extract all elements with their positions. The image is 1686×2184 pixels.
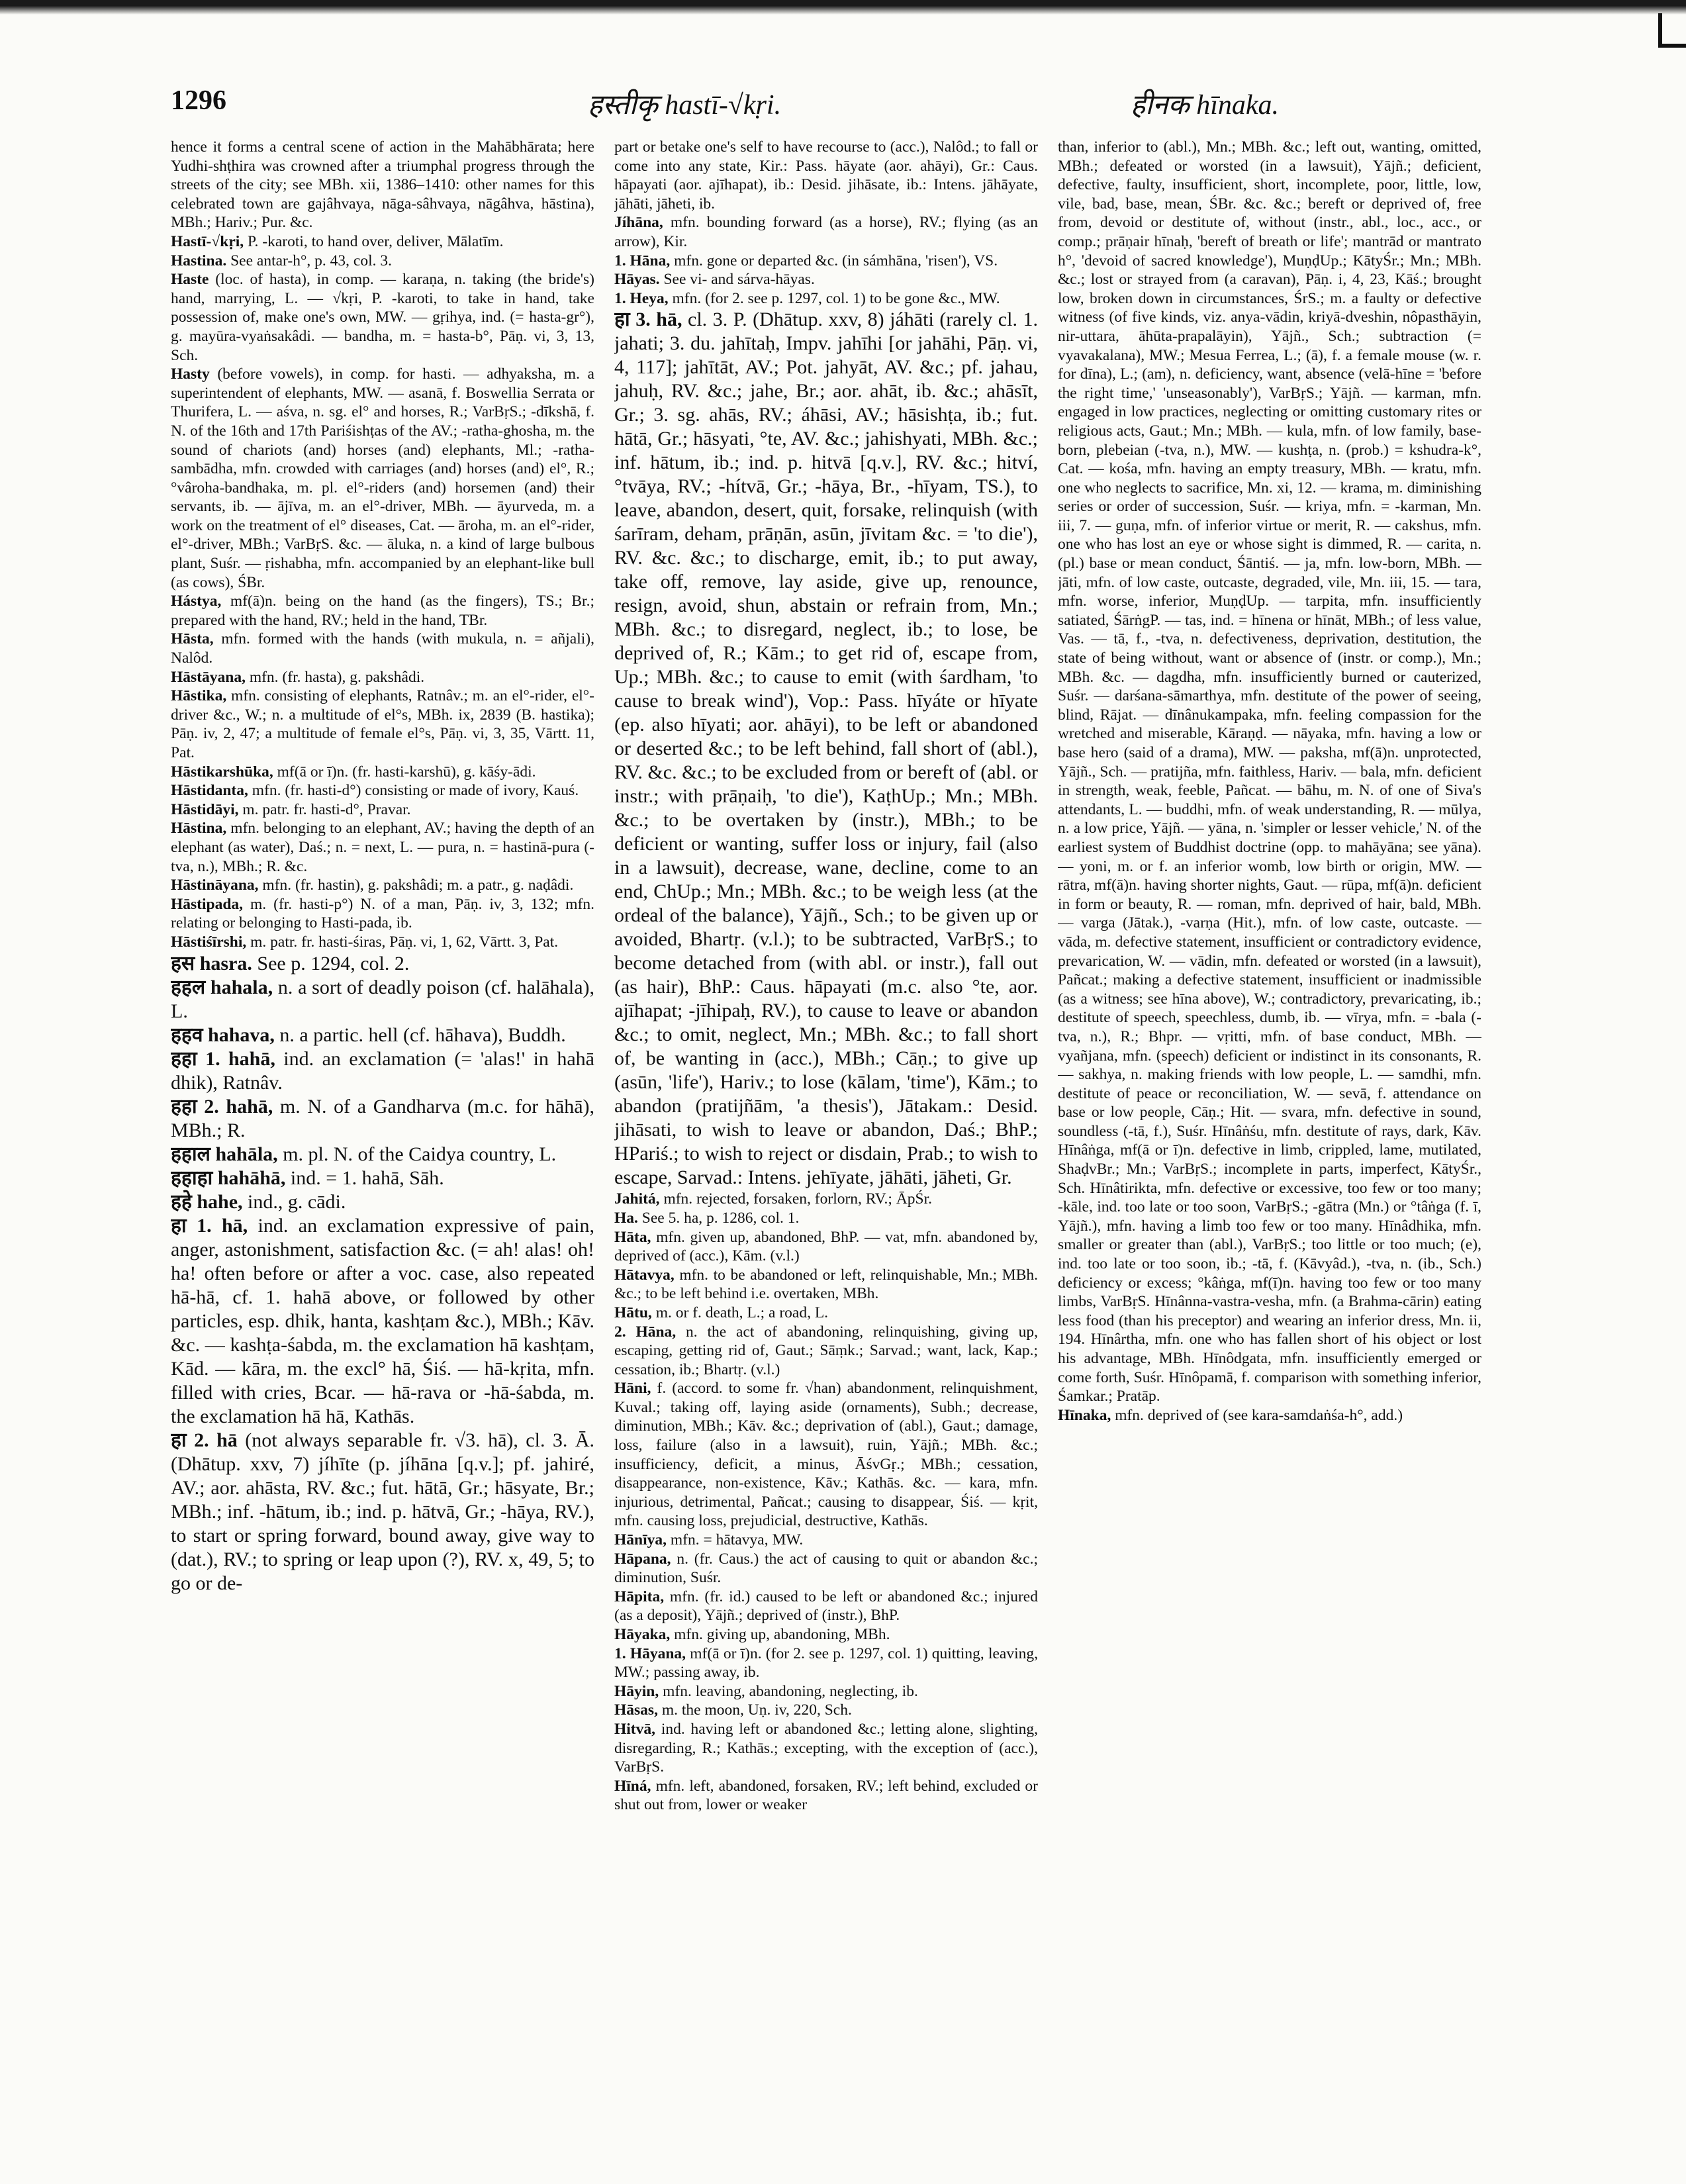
entry-headword: Hāsta, — [171, 630, 214, 648]
entry-text: ind., g. cādi. — [242, 1190, 346, 1213]
entry-headword: Hāpana, — [614, 1550, 671, 1568]
entry-text: cl. 3. P. (Dhātup. xxv, 8) jáhāti (rarely cl. 1. jahati; 3. du. jahītaḥ, Impv. jahīhi [or jahāhi, Pāṇ. vi, 4, 117]; jahītāt, AV.; Pot. jahyāt, AV. &c.; pf. jahau, jahuḥ, RV. &c.; jahe, Br.; aor. ahāt, ib. &c.; ahāsīt, Gr.; 3. sg. ahās, RV.; áhāsi, AV.; hāsishṭa, ib.; fut. hātā, Gr.; hāsyati, °te, AV. &c.; jahishyati, MBh. &c.; inf. hātum, ib.; ind. p. hitvā [q.v.], RV. &c.; hitví, °tvāya, RV.; -hítvā, Gr.; -hāya, Br., -hīyam, TS.), to leave, abandon, desert, quit, forsake, relinquish (with śarīram, deham, prāṇān, asūn, jīvitam &c. = 'to die'), RV. &c. &c.; to discharge, emit, ib.; to put away, take off, remove, lay aside, give up, renounce, resign, avoid, shun, abstain or refrain from, Mn.; MBh. &c.; to disregard, neglect, ib.; to lose, be deprived of, R.; Kām.; to get rid of, escape from, Up.; MBh. &c.; to cause to emit (with śardham, 'to cause to break wind'), Vop.: Pass. hīyáte or hīyate (ep. also hīyati; aor. ahāyi), to be left or abandoned or deserted &c.; to be left behind, fall short of (abl.), RV. &c. &c.; to be excluded from or bereft of (abl. or instr.; with prāṇaiḥ, 'to die'), KaṭhUp.; Mn.; MBh. &c.; to be overtaken by (instr.), MBh.; to be deficient or wanting, suffer loss or injury, fail (also in a lawsuit), decrease, wane, decline, come to an end, ChUp.; Mn.; MBh. &c.; to be weigh less (at the ordeal of the balance), Yājñ., Sch.; to be given up or avoided, Bhartṛ. (v.l.); to be subtracted, VarBṛS.; to become detached from (with abl. or instr.), fall out (as hair), BhP.: Caus. hāpayati (m.c. also °te, aor. ajīhapat; -jīhipaḥ, RV.), to cause to leave or abandon &c.; to omit, neglect, Mn.; MBh. &c.; to fall short of, be wanting in (acc.), MBh.; Cāṇ.; to give up (asūn, 'life'), Hariv.; to lose (kālam, 'time'), Kām.; to abandon (pratijñām, 'a thesis'), Jātakam.: Desid. jihāsati, to wish to leave or abandon, Daś.; BhP.; HPariś.; to wish to reject or disdain, Prab.; to wish to escape, Sarvad.: Intens. jehīyate, jāhāti, jāheti, Gr. — [614, 309, 1038, 1189]
dictionary-entry — [171, 763, 594, 782]
dictionary-entry — [614, 1209, 1038, 1228]
entry-text: mfn. (for 2. see p. 1297, col. 1) to be gone &c., MW. — [668, 289, 1000, 307]
entry-headword: Hāstikarshūka, — [171, 763, 273, 781]
dictionary-entry — [614, 138, 1038, 213]
dictionary-entry — [614, 1720, 1038, 1777]
entry-text: mfn. given up, abandoned, BhP. — vat, mfn. abandoned by, deprived of (acc.), Kām. (v.l.) — [614, 1228, 1038, 1265]
entry-headword: Hāstāyana, — [171, 668, 246, 686]
entry-headword: हहाल hahāla, — [171, 1143, 278, 1165]
entry-headword: Hitvā, — [614, 1720, 656, 1738]
dictionary-entry — [614, 1266, 1038, 1304]
entry-headword: Hīnaka, — [1058, 1406, 1111, 1424]
entry-text: part or betake one's self to have recourse to (acc.), Nalôd.; to fall or come into any state, Kir.: Pass. hāyate (aor. ahāyi), Gr.: Caus. hāpayati (aor. ajīhapat), ib.: Desid. jihāsate, ib.: Intens. jāhāyate, jāhāti, jāheti, ib. — [614, 138, 1038, 213]
entry-text: n. the act of abandoning, relinquishing, giving up, escaping, getting rid of, Gaut.; Sāṃk.; Sarvad.; want, lack, Kap.; cessation, ib.; Bhartṛ. (v.l.) — [614, 1323, 1038, 1378]
entry-headword: Hāta, — [614, 1228, 651, 1246]
entry-headword: Hāstika, — [171, 687, 227, 705]
entry-headword: Hastina. — [171, 252, 227, 269]
entry-headword: Hāyas. — [614, 271, 660, 289]
entry-text: mfn. giving up, abandoning, MBh. — [670, 1626, 890, 1643]
dictionary-entry — [614, 213, 1038, 251]
dictionary-entry — [614, 1682, 1038, 1701]
entry-headword: हहा 1. hahā, — [171, 1047, 275, 1070]
entry-text: (not always separable fr. √3. hā), cl. 3. Ā. (Dhātup. xxv, 7) jíhīte (p. jíhāna [q.v.]; pf. jahiré, AV.; aor. ahāsta, RV. &c.; fut. hātā, Gr.; hāsyate, Br.; MBh.; inf. -hātum, ib.; ind. p. hātvā, Gr.; -hāya, RV.), to start or spring forward, bound away, give way to (dat.), RV.; to spring or leap upon (?), RV. x, 49, 5; to go or de- — [171, 1429, 594, 1594]
entry-headword: Hāsas, — [614, 1701, 658, 1719]
entry-headword: Hāstiśīrshi, — [171, 933, 247, 951]
entry-text: n. a sort of deadly poison (cf. halāhala), L. — [171, 976, 594, 1022]
dictionary-entry — [171, 630, 594, 667]
entry-headword: हा 2. hā — [171, 1429, 238, 1451]
entry-headword: हहल hahala, — [171, 976, 273, 998]
entry-headword: 2. Hāna, — [614, 1323, 677, 1341]
dictionary-entry — [171, 687, 594, 762]
entry-text: hence it forms a central scene of action in the Mahābhārata; here Yudhi-shṭhira was crowned after a triumphal progress through the streets of the city; see MBh. xii, 1386–1410: other names for this celebrated town are gajâhvaya, nāga-sâhvaya, nāgâhva, hāstina), MBh.; Hariv.; Pur. &c. — [171, 138, 594, 232]
dictionary-entry — [614, 1550, 1038, 1588]
dictionary-entry — [171, 1214, 594, 1429]
entry-text: mf(ā or ī)n. (for 2. see p. 1297, col. 1) quitting, leaving, MW.; passing away, ib. — [614, 1644, 1038, 1682]
entry-text: mfn. formed with the hands (with mukula, n. = añjali), Nalôd. — [171, 630, 594, 667]
right-running-head: हीनक hīnaka. — [1131, 90, 1280, 120]
dictionary-entry — [614, 289, 1038, 309]
entry-headword: हा 3. hā, — [614, 309, 682, 331]
entry-headword: Hāstipada, — [171, 895, 244, 913]
entry-headword: Hasty — [171, 365, 210, 383]
entry-headword: हहे hahe, — [171, 1190, 243, 1213]
entry-text: mfn. leaving, abandoning, neglecting, ib. — [659, 1682, 918, 1700]
entry-text: f. (accord. to some fr. √han) abandonment, relinquishment, Kuval.; taking off, laying aside (ornaments), Subh.; decrease, diminution, MBh.; Kāv. &c.; deprivation of (abl.), Gaut.; damage, loss, failure (also in a lawsuit), ruin, Yājñ.; MBh. &c.; insufficiency, deficit, a minus, ĀśvGṛ.; MBh.; cessation, disappearance, non-existence, Kāv.; Kathās. &c. — kara, mfn. injurious, detrimental, Pañcat.; causing to disappear, Śiś. — kṛit, mfn. causing loss, prejudicial, destructive, Kathās. — [614, 1380, 1038, 1530]
entry-text: m. or f. death, L.; a road, L. — [651, 1304, 829, 1321]
entry-headword: Hāstidanta, — [171, 782, 248, 800]
entry-text: P. -karoti, to hand over, deliver, Mālatīm. — [244, 232, 504, 250]
entry-text: n. (fr. Caus.) the act of causing to quit or abandon &c.; diminution, Suśr. — [614, 1550, 1038, 1587]
column-3 — [1058, 138, 1481, 2163]
dictionary-entry — [171, 1429, 594, 1595]
entry-text: mf(ā)n. being on the hand (as the fingers), TS.; Br.; prepared with the hand, RV.; held in the hand, TBr. — [171, 593, 594, 629]
dictionary-entry — [171, 781, 594, 800]
dictionary-entry — [171, 668, 594, 687]
column-1 — [171, 138, 594, 2163]
dictionary-entry — [1058, 138, 1481, 1406]
entry-text: mfn. rejected, forsaken, forlorn, RV.; ĀpŚr. — [659, 1190, 933, 1208]
entry-text: mfn. to be abandoned or left, relinquishable, Mn.; MBh. &c.; to be left behind i.e. overtaken, MBh. — [614, 1266, 1038, 1303]
dictionary-entry — [614, 1588, 1038, 1625]
dictionary-entry — [1058, 1406, 1481, 1425]
dictionary-entry — [171, 800, 594, 820]
entry-headword: Hāni, — [614, 1380, 651, 1398]
dictionary-entry — [171, 592, 594, 630]
entry-headword: हहाहा hahāhā, — [171, 1166, 286, 1189]
entry-text: than, inferior to (abl.), Mn.; MBh. &c.; left out, wanting, omitted, MBh.; defeated or worsted (in a lawsuit), Yājñ.; deficient, defective, faulty, insufficient, short, incomplete, poor, little, low, vile, bad, base, mean, ŚBr. &c. &c.; bereft or deprived of, free from, devoid or destitute of, without (instr., abl., loc., acc., or comp.; prāṇair hīnaḥ, 'bereft of breath or life'; mantrād or mantrato h°, 'devoid of sacred knowledge'), MuṇḍUp.; KātyŚr.; Mn.; MBh. &c.; lost or strayed from (a caravan), Pāṇ. i, 4, 23, Kāś.; brought low, broken down in circumstances, ŚrS.; m. a faulty or defective witness (of five kinds, viz. anya-vādin, kriyā-dveshin, nôpasthāyin, nir-uttara, āhūta-prapalāyin), Yājñ., Sch.; subtraction (= vyavakalana), MW.; Mesua Ferrea, L.; (ā), f. a female mouse (w. r. for dīna), L.; (am), n. deficiency, want, absence (velā-hīne = 'before the right time,' 'unseasonably'), VarBṛS.; Yājñ. — karman, mfn. engaged in low practices, neglecting or omitting customary rites or religious acts, Gaut.; Mn.; MBh. — kula, mfn. of low family, base-born, plebeian (-tva, n.), MW. — kushṭa, n. (prob.) = kshudra-k°, Cat. — kośa, mfn. having an empty treasury, MBh. — kratu, mfn. one who neglects to sacrifice, Mn. xi, 12. — krama, m. diminishing series or order of succession, Suśr. — kriya, mfn. = -karman, Mn. iii, 7. — guṇa, mfn. of inferior virtue or merit, R. — cakshus, mfn. one who has lost an eye or whose sight is dimmed, R. — carita, n. (pl.) base or mean conduct, Śāntiś. — ja, mfn. low-born, MBh. — jāti, mfn. of low caste, outcaste, degraded, vile, Mn. iii, 15. — tara, mfn. worse, inferior, MuṇḍUp. — tarpita, mfn. insufficiently satiated, ŚārṅgP. — tas, ind. = hīnena or hīnāt, MBh.; of less value, Vas. — tā, f., -tva, n. defectiveness, deprivation, destitution, the state of being without, want or absence of (instr. or comp.), Mn.; MBh. &c. — dagdha, mfn. insufficiently burned or cauterized, Suśr. — darśana-sāmarthya, mfn. destitute of the power of seeing, blind, Rājat. — dīnânukampaka, mfn. feeling compassion for the wretched and miserable, Kāraṇḍ. — nāyaka, mfn. having a low or base hero (said of a drama), MW. — paksha, mf(ā)n. unprotected, Yājñ., Sch. — pratijña, mfn. faithless, Hariv. — bala, mfn. deficient in strength, weak, feeble, Pañcat. — bāhu, m. N. of one of Siva's attendants, L. — buddhi, mfn. of weak understanding, R. — mūlya, n. a low price, Yājñ. — yāna, n. 'simpler or lesser vehicle,' N. of the earliest system of Buddhist doctrine (opp. to mahāyāna; see yāna). — yoni, m. or f. an inferior womb, low birth or origin, MW. — rātra, mf(ā)n. having shorter nights, Gaut. — rūpa, mf(ā)n. deficient in form or beauty, R. — roman, mfn. deprived of hair, bald, MBh. — varga (Jātak.), -varṇa (Hit.), mfn. of low caste, outcaste. — vāda, m. defective statement, insufficient or contradictory evidence, prevarication, W. — vādin, mfn. defeated or worsted (in a lawsuit), Pañcat.; making a defective statement, insufficient or inadmissible (as a witness; see hīna above), W.; contradictory, prevaricating, ib.; destitute of speech, speechless, dumb, ib. — vīrya, mfn. = -bala (-tva, n.), R.; Bhpr. — vṛitti, mfn. of base conduct, MBh. — vyañjana, mfn. (speech) deficient or indistinct in its consonants, R. — sakhya, n. making friends with low people, L. — samdhi, mfn. destitute of peace or reconciliation, W. — sevā, f. attendance on base or low people, Cāṇ.; Hit. — svara, mfn. defective in sound, soundless (-tā, f.), Suśr. Hīnâṅśu, mfn. destitute of rays, dark, Kāv. Hīnâṅga, mf(ā or ī)n. defective in limb, crippled, lame, mutilated, ShaḍvBr.; Mn.; VarBṛS.; incomplete in parts, imperfect, KātyŚr., Sch. Hīnâtirikta, mfn. defective or excessive, too few or too many; -kāle, ind. too late or too soon, VarBṛS.; -gātra (Mn.) or °tâṅga (f. ī, Yājñ.), mfn. having a limb too few or too many. Hīnâdhika, mfn. smaller or greater than (abl.), VarBṛS.; too little or too much; (e), ind. too late or too soon, ib.; -tā, f. (Kāvyâd.), -tva, n. (ib., Sch.) deficiency or excess; °kâṅga, mf(ī)n. having too few or too many limbs, VarBṛS. Hīnânna-vastra-vesha, mfn. (a Brahma-cārin) eating less food (than his preceptor) and wearing an inferior dress, Mn. ii, 194. Hīnârtha, mfn. one who has fallen short of his object or lost his advantage, MBh. Hīnôdgata, mfn. insufficiently emerged or come forth, Suśr. Hīnôpamā, f. comparison with something inferior, Śamkar.; Pratāp. — [1058, 138, 1481, 1405]
entry-text: ind. an exclamation expressive of pain, anger, astonishment, satisfaction &c. (= ah! alas! oh! ha! often before or after a voc. case, also repeated hā-hā, cf. 1. hahā above, or followed by other particles, esp. dhik, hanta, kashṭam &c.), MBh.; Kāv. &c. — kashṭa-śabda, m. the exclamation hā kashṭam, Kād. — kāra, m. the excl° hā, Śiś. — hā-kṛita, mfn. filled with cries, Bcar. — hā-rava or -hā-śabda, m. the exclamation hā hā, Kathās. — [171, 1214, 594, 1427]
dictionary-entry — [171, 138, 594, 232]
entry-text: mfn. bounding forward (as a horse), RV.; flying (as an arrow), Kir. — [614, 214, 1038, 250]
dictionary-entry — [614, 270, 1038, 289]
dictionary-entry — [614, 1379, 1038, 1531]
entry-text: mf(ā or ī)n. (fr. hasti-karshū), g. kāśy-ādi. — [273, 763, 536, 781]
entry-headword: Hāyaka, — [614, 1626, 671, 1643]
entry-headword: Ha. — [614, 1209, 638, 1227]
entry-text: (before vowels), in comp. for hasti. — adhyaksha, m. a superintendent of elephants, MW. — asanā, f. Boswellia Serrata or Thurifera, L. — aśva, n. sg. el° and horses, R.; VarBṛS.; -dīkshā, f. N. of the 16th and 17th Pariśishṭas of the AV.; -ratha-ghosha, m. the sound of chariots (and) horses (and) elephants, Ml.; -ratha-sambādha, mfn. crowded with carriages (and) horses (and) el°, R.; °vâroha-bandhaka, m. pl. el°-riders (and) horsemen (and) their servants, ib. — ājīva, m. an el°-driver, MBh. — āyurveda, m. a work on the treatment of el° diseases, Cat. — āroha, m. an el°-rider, el°-driver, MBh.; VarBṛS. &c. — āluka, n. a kind of large bulbous plant, Suśr. — ṛishabha, mfn. accompanied by an elephant-like bull (as cows), ŚBr. — [171, 365, 594, 591]
entry-headword: Jahitá, — [614, 1190, 660, 1208]
entry-text: mfn. (fr. hasti-d°) consisting or made of ivory, Kauś. — [248, 782, 579, 800]
dictionary-entry — [614, 1644, 1038, 1682]
entry-headword: Hātu, — [614, 1304, 652, 1321]
entry-text: See p. 1294, col. 2. — [252, 952, 410, 974]
entry-text: mfn. deprived of (see kara-samdaṅśa-h°, add.) — [1111, 1406, 1403, 1424]
entry-text: m. the moon, Uṇ. iv, 220, Sch. — [657, 1701, 852, 1719]
page-number: 1296 — [171, 85, 226, 116]
entry-text: ind. an exclamation (= 'alas!' in hahā dhik), Ratnâv. — [171, 1047, 594, 1094]
entry-headword: Haste — [171, 271, 209, 289]
entry-text: n. a partic. hell (cf. hāhava), Buddh. — [274, 1023, 566, 1046]
entry-headword: Hīná, — [614, 1777, 651, 1795]
dictionary-entry — [171, 1143, 594, 1166]
dictionary-entry — [614, 1190, 1038, 1209]
left-running-head: हस्तीकृ hastī-√kṛi. — [588, 90, 782, 120]
entry-text: mfn. gone or departed &c. (in sámhāna, 'risen'), VS. — [670, 252, 998, 269]
entry-text: mfn. (fr. id.) caused to be left or abandoned &c.; injured (as a deposit), Yājñ.; deprived of (instr.), BhP. — [614, 1588, 1038, 1625]
dictionary-entry — [171, 270, 594, 365]
entry-headword: 1. Heya, — [614, 289, 669, 307]
dictionary-entry — [171, 1095, 594, 1143]
entry-text: (loc. of hasta), in comp. — karaṇa, n. taking (the bride's) hand, marrying, L. — √kṛi, P. -karoti, to take in hand, take possession of, make one's own, MW. — gṛihya, ind. (= hasta-gr°), g. mayūra-vyaṅsakâdi. — bandha, m. = hasta-b°, Pāṇ. vi, 3, 13, Sch. — [171, 271, 594, 364]
dictionary-entry — [614, 308, 1038, 1190]
entry-headword: हस hasra. — [171, 952, 252, 974]
dictionary-entry — [171, 252, 594, 271]
dictionary-entry — [171, 232, 594, 252]
entry-text: ind. having left or abandoned &c.; letting alone, slighting, disregarding, R.; Kathās.; excepting, with the exception of (acc.), VarBṛS. — [614, 1720, 1038, 1776]
entry-headword: हहव hahava, — [171, 1023, 275, 1046]
entry-text: mfn. belonging to an elephant, AV.; having the depth of an elephant (as water), Daś.; n. = next, L. — pura, n. = hastinā-pura (-tva, n.), MBh.; R. &c. — [171, 820, 594, 875]
dictionary-entry — [614, 1777, 1038, 1815]
dictionary-entry — [171, 895, 594, 933]
entry-headword: Hānīya, — [614, 1531, 667, 1549]
entry-text: mfn. left, abandoned, forsaken, RV.; left behind, excluded or shut out from, lower or weaker — [614, 1777, 1038, 1814]
entry-headword: Jíhāna, — [614, 214, 663, 232]
entry-headword: हहा 2. hahā, — [171, 1095, 273, 1117]
entry-text: m. patr. fr. hasti-d°, Pravar. — [238, 800, 411, 818]
entry-text: mfn. (fr. hasta), g. pakshâdi. — [245, 668, 425, 686]
dictionary-entry — [171, 1166, 594, 1190]
entry-headword: 1. Hāna, — [614, 252, 671, 269]
entry-text: See vi- and sárva-hāyas. — [659, 271, 815, 289]
entry-headword: हा 1. hā, — [171, 1214, 248, 1237]
entry-headword: Hāpita, — [614, 1588, 665, 1605]
dictionary-entry — [614, 1531, 1038, 1550]
entry-headword: Hāstināyana, — [171, 877, 259, 894]
dictionary-entry — [171, 952, 594, 976]
dictionary-entry — [171, 976, 594, 1023]
dictionary-entry — [614, 252, 1038, 271]
dictionary-entry — [171, 933, 594, 952]
entry-text: mfn. consisting of elephants, Ratnâv.; m. an el°-rider, el°-driver &c., W.; n. a multitude of el°s, MBh. ix, 2839 (B. hastika); Pāṇ. iv, 2, 47; a multitude of female el°s, Pāṇ. vi, 3, 35, Vārtt. 11, Pat. — [171, 687, 594, 761]
entry-headword: Hástya, — [171, 593, 222, 610]
entry-text: m. (fr. hasti-p°) N. of a man, Pāṇ. iv, 3, 132; mfn. relating or belonging to Hasti-pada, ib. — [171, 895, 594, 932]
entry-headword: 1. Hāyana, — [614, 1644, 686, 1662]
entry-headword: Hastī-√kṛi, — [171, 232, 244, 250]
entry-headword: Hāyin, — [614, 1682, 659, 1700]
dictionary-entry — [171, 819, 594, 876]
dictionary-entry — [614, 1701, 1038, 1720]
entry-text: mfn. (fr. hastin), g. pakshâdi; m. a patr., g. naḍâdi. — [258, 877, 574, 894]
entry-text: ind. = 1. hahā, Sāh. — [285, 1166, 444, 1189]
dictionary-entry — [171, 365, 594, 592]
entry-text: See antar-h°, p. 43, col. 3. — [226, 252, 392, 269]
scan-corner-mark — [1658, 13, 1686, 48]
dictionary-entry — [614, 1228, 1038, 1266]
dictionary-entry — [614, 1625, 1038, 1644]
entry-text: m. patr. fr. hasti-śiras, Pāṇ. vi, 1, 62, Vārtt. 3, Pat. — [246, 933, 559, 951]
dictionary-entry — [171, 1023, 594, 1047]
dictionary-entry — [171, 876, 594, 895]
page-header — [171, 85, 1627, 124]
dictionary-entry — [171, 1047, 594, 1095]
entry-text: mfn. = hātavya, MW. — [667, 1531, 804, 1549]
entry-text: See 5. ha, p. 1286, col. 1. — [637, 1209, 800, 1227]
entry-text: m. N. of a Gandharva (m.c. for hāhā), MBh.; R. — [171, 1095, 594, 1141]
entry-headword: Hāstidāyi, — [171, 800, 239, 818]
dictionary-entry — [171, 1190, 594, 1214]
column-2 — [614, 138, 1038, 2163]
scan-top-edge — [0, 0, 1686, 15]
entry-text: m. pl. N. of the Caidya country, L. — [277, 1143, 557, 1165]
entry-headword: Hātavya, — [614, 1266, 675, 1284]
dictionary-entry — [614, 1304, 1038, 1323]
dictionary-entry — [614, 1323, 1038, 1380]
entry-headword: Hāstina, — [171, 820, 227, 837]
